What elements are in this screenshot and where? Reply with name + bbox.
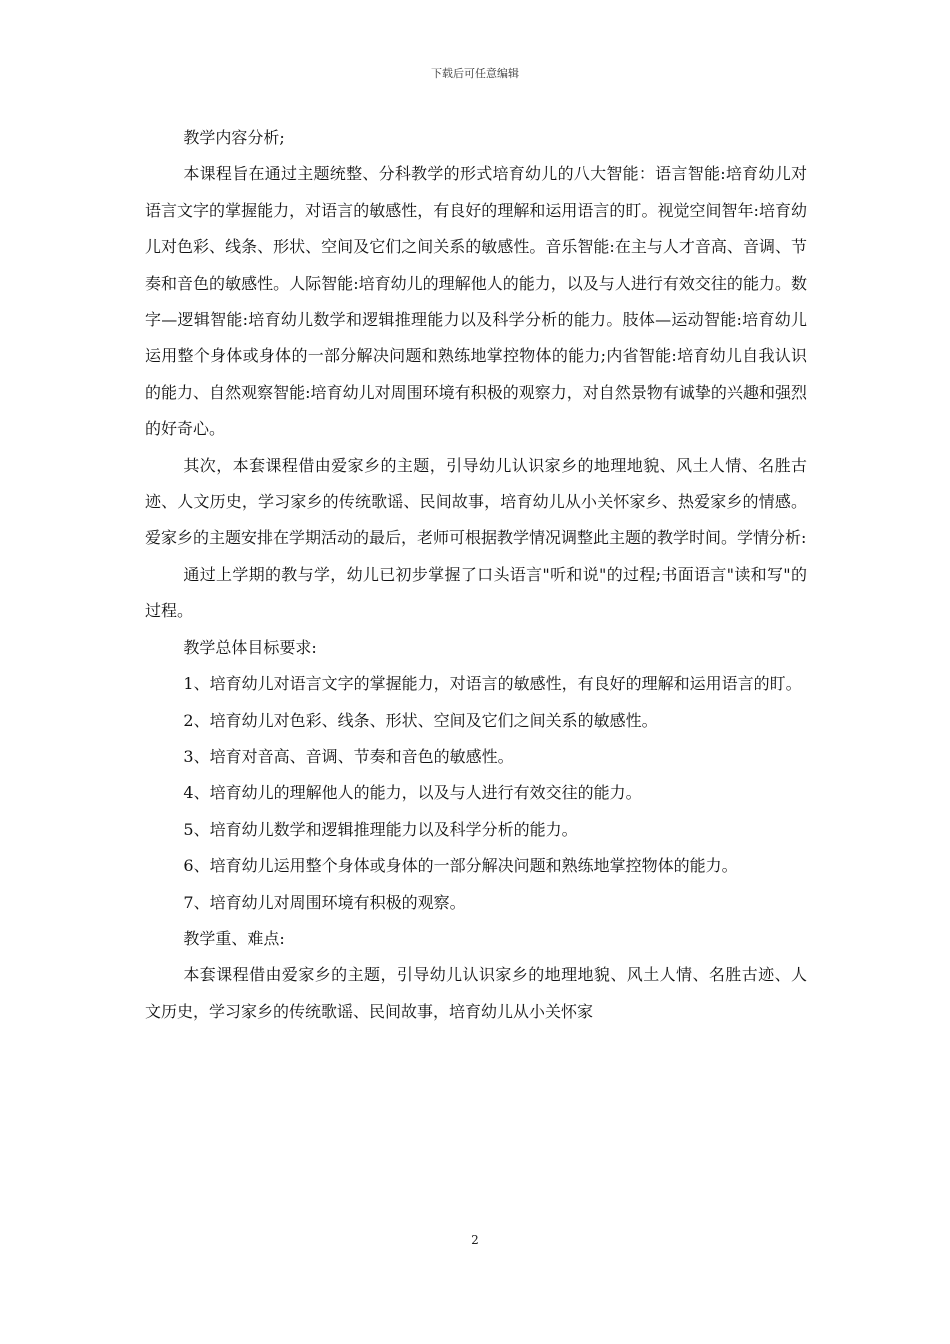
goal-item-1: 1、培育幼儿对语言文字的掌握能力，对语言的敏感性，有良好的理解和运用语言的盯。 [183,674,802,694]
section-heading-overall-goals: 教学总体目标要求: [183,637,317,657]
goal-item-7: 7、培育幼儿对周围环境有积极的观察。 [183,892,466,912]
goal-item-2: 2、培育幼儿对色彩、线条、形状、空间及它们之间关系的敏感性。 [183,710,658,730]
paragraph-hometown-theme: 其次，本套课程借由爱家乡的主题，引导幼儿认识家乡的地理地貌、风土人情、名胜古迹、人文历史，学习家乡的传统歌谣、民间故事，培育幼儿从小关怀家乡、热爱家乡的情感。爱家乡的主题安排在学期活动的最后，老师可根据教学情况调整此主题的教学时间。学情分析: [145,455,807,548]
goal-item-5: 5、培育幼儿数学和逻辑推理能力以及科学分析的能力。 [183,819,578,839]
paragraph-learning-situation: 通过上学期的教与学，幼儿已初步掌握了口头语言"听和说"的过程;书面语言"读和写"的过程。 [145,564,807,621]
goal-item-4: 4、培育幼儿的理解他人的能力，以及与人进行有效交往的能力。 [183,783,642,803]
document-body [145,120,807,1030]
page-header: 下载后可任意编辑 [431,67,519,80]
page-number: 2 [471,1233,479,1247]
goal-item-6: 6、培育幼儿运用整个身体或身体的一部分解决问题和熟练地掌控物体的能力。 [183,856,738,876]
section-heading-key-points: 教学重、难点: [183,928,285,948]
paragraph-key-points: 本套课程借由爱家乡的主题，引导幼儿认识家乡的地理地貌、风土人情、名胜古迹、人文历史，学习家乡的传统歌谣、民间故事，培育幼儿从小关怀家 [145,965,807,1021]
paragraph-eight-intelligences: 本课程旨在通过主题统整、分科教学的形式培育幼儿的八大智能：语言智能:培育幼儿对语言文字的掌握能力，对语言的敏感性，有良好的理解和运用语言的盯。视觉空间智年:培育幼儿对色彩、线条、形状、空间及它们之间关系的敏感性。音乐智能:在主与人才音高、音调、节奏和音色的敏感性。人际智能:培育幼儿的理解他人的能力，以及与人进行有效交往的能力。数字—逻辑智能:培育幼儿数学和逻辑推理能力以及科学分析的能力。肢体—运动智能:培育幼儿运用整个身体或身体的一部分解决问题和熟练地掌控物体的能力;内省智能:培育幼儿自我认识的能力、自然观察智能:培育幼儿对周围环境有积极的观察力，对自然景物有诚挚的兴趣和强烈的好奇心。 [145,164,807,439]
goal-item-3: 3、培育对音高、音调、节奏和音色的敏感性。 [183,746,514,766]
section-heading-content-analysis: 教学内容分析; [183,128,285,147]
